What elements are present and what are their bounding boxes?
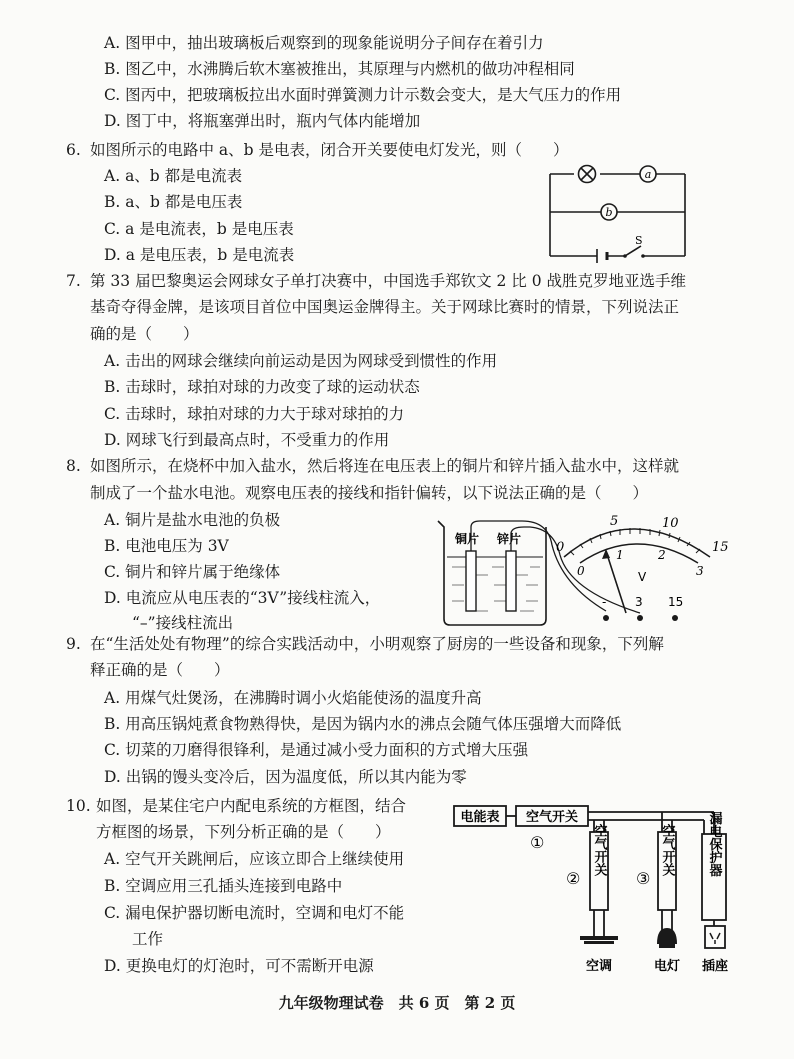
load-ac-label: 空调 [585, 959, 613, 974]
socket-icon [705, 926, 725, 948]
option-key: B. [104, 715, 121, 733]
outer-scale-15: 15 [712, 540, 729, 555]
option-key: D. [104, 589, 121, 607]
option-key: D. [104, 431, 121, 449]
terminal-3-label: 3 [635, 595, 643, 609]
q10-stem-line-2: 方框图的场景，下列分析正确的是（ ） [96, 823, 391, 841]
outer-scale-10: 10 [662, 516, 679, 531]
q8-voltmeter-figure [430, 515, 745, 630]
q10-option-c [104, 903, 404, 923]
zinc-plate-icon [506, 551, 516, 611]
q9-stem-line-2: 释正确的是（ ） [90, 661, 230, 679]
q6-option-d [104, 245, 294, 265]
q7-stem-line-2: 基奇夺得金牌，是该项目首位中国奥运金牌得主。关于网球比赛时的情景，下列说法正 [90, 298, 680, 316]
q5-option-c [104, 85, 621, 105]
option-key: D. [104, 246, 121, 264]
q8-option-a [104, 510, 280, 530]
q8-option-d [104, 588, 380, 608]
option-text: 图乙中，水沸腾后软木塞被推出，其原理与内燃机的做功冲程相同 [125, 60, 575, 78]
option-text: 网球飞行到最高点时，不受重力的作用 [125, 431, 390, 449]
branch2-switch-label: 空气开关 [591, 824, 607, 876]
inner-scale-1: 1 [616, 548, 624, 562]
mark-3-label: ③ [636, 869, 651, 888]
q8-stem-line-1: 如图所示，在烧杯中加入盐水，然后将连在电压表上的铜片和锌片插入盐水中，这样就 [90, 457, 680, 475]
option-text: 空气开关跳闸后，应该立即合上继续使用 [125, 850, 405, 868]
outer-scale-5: 5 [610, 514, 619, 529]
option-text: 击球时，球拍对球的力大于球对球拍的力 [125, 405, 405, 423]
option-key: B. [104, 378, 121, 396]
lamp-icon [579, 166, 596, 183]
mark-2-label: ② [566, 869, 581, 888]
copper-label: 铜片 [455, 532, 480, 546]
q7-option-d [104, 430, 389, 450]
option-text: 用高压锅炖煮食物熟得快，是因为锅内水的沸点会随气体压强增大而降低 [125, 715, 622, 733]
outer-scale-0: 0 [556, 540, 565, 555]
q9-option-a [104, 688, 482, 708]
q7-option-b [104, 377, 420, 397]
option-key: C. [104, 220, 121, 238]
q10-option-b [104, 876, 342, 896]
option-key: B. [104, 877, 121, 895]
mark-1-label: ① [530, 833, 545, 852]
option-text: 图丁中，将瓶塞弹出时，瓶内气体内能增加 [125, 112, 421, 130]
option-text: 电池电压为 3V [125, 537, 229, 555]
air-conditioner-icon [580, 936, 618, 944]
inner-scale-3: 3 [696, 564, 704, 578]
option-key: D. [104, 768, 121, 786]
option-key: A. [104, 850, 121, 868]
option-text: a 是电压表，b 是电流表 [125, 246, 295, 264]
inner-scale-2: 2 [658, 548, 666, 562]
q10-number: 10. [66, 797, 91, 815]
option-text: 铜片是盐水电池的负极 [125, 511, 281, 529]
q9-option-c [104, 740, 528, 760]
option-key: C. [104, 86, 121, 104]
page-footer: 九年级物理试卷 共 6 页 第 2 页 [278, 994, 516, 1012]
option-key: C. [104, 405, 121, 423]
terminal-minus-label: - [602, 595, 607, 609]
option-key: A. [104, 34, 121, 52]
q6-option-b [104, 192, 242, 212]
option-text: 空调应用三孔插头连接到电路中 [125, 877, 343, 895]
main-switch-label: 空气开关 [525, 810, 579, 825]
q6-option-c [104, 219, 294, 239]
terminal-icons [603, 615, 678, 621]
option-text: 击球时，球拍对球的力改变了球的运动状态 [125, 378, 420, 396]
option-key: D. [104, 112, 121, 130]
q7-stem-line-3: 确的是（ ） [90, 325, 199, 343]
q6-stem: 如图所示的电路中 a、b 是电表，闭合开关要使电灯发光，则（ ） [90, 141, 569, 159]
battery-icon [597, 249, 607, 263]
option-text: a、b 都是电压表 [125, 193, 243, 211]
option-key: B. [104, 60, 121, 78]
q8-stem-line-2: 制成了一个盐水电池。观察电压表的接线和指针偏转，以下说法正确的是（ ） [90, 484, 649, 502]
q10-option-d [104, 956, 374, 976]
terminal-15-label: 15 [668, 595, 684, 609]
q5-option-d [104, 111, 420, 131]
q10-option-a [104, 849, 404, 869]
q8-option-b [104, 536, 229, 556]
copper-plate-icon [466, 551, 476, 611]
option-text: 更换电灯的灯泡时，可不需断开电源 [125, 957, 374, 975]
meter-box-label: 电能表 [460, 810, 500, 825]
load-socket-label: 插座 [701, 959, 729, 974]
q10-stem-line-1: 如图，是某住宅户内配电系统的方框图，结合 [96, 797, 407, 815]
q5-option-a [104, 33, 544, 53]
q10-distribution-diagram [452, 804, 740, 974]
option-text: 电流应从电压表的“3V”接线柱流入， [125, 589, 381, 607]
switch-label: S [635, 234, 643, 247]
q9-stem-line-1: 在“生活处处有物理”的综合实践活动中，小明观察了厨房的一些设备和现象，下列解 [90, 635, 664, 653]
meter-b-icon [601, 204, 617, 220]
meter-a-label: a [644, 168, 652, 181]
zinc-label: 锌片 [497, 532, 522, 546]
option-text: a 是电流表，b 是电压表 [125, 220, 294, 238]
option-key: A. [104, 689, 121, 707]
q6-number: 6. [66, 141, 81, 159]
unit-label: V [638, 570, 647, 584]
lamp-bulb-icon [657, 928, 677, 948]
inner-scale-0: 0 [577, 564, 585, 578]
branch3-switch-label: 空气开关 [659, 824, 675, 876]
option-key: C. [104, 563, 121, 581]
option-key: A. [104, 352, 121, 370]
leak-protector-label: 漏电保护器 [706, 811, 722, 877]
q7-option-c [104, 404, 404, 424]
q8-option-c [104, 562, 280, 582]
meter-b-label: b [605, 206, 613, 219]
option-key: B. [104, 193, 121, 211]
option-text: 漏电保护器切断电流时，空调和电灯不能 [125, 904, 405, 922]
option-text: 用煤气灶煲汤，在沸腾时调小火焰能使汤的温度升高 [125, 689, 482, 707]
option-text: 切菜的刀磨得很锋利，是通过减小受力面积的方式增大压强 [125, 741, 529, 759]
option-text: 铜片和锌片属于绝缘体 [125, 563, 281, 581]
meter-a-icon [640, 166, 656, 182]
q8-number: 8. [66, 457, 81, 475]
q6-option-a [104, 166, 242, 186]
q7-stem-line-1: 第 33 届巴黎奥运会网球女子单打决赛中，中国选手郑钦文 2 比 0 战胜克罗地亚选手维 [90, 272, 687, 290]
q10-option-c-continuation: 工作 [132, 930, 164, 948]
option-text: 图甲中，抽出玻璃板后观察到的现象能说明分子间存在着引力 [125, 34, 544, 52]
option-key: A. [104, 167, 121, 185]
load-lamp-label: 电灯 [653, 959, 681, 974]
option-key: D. [104, 957, 121, 975]
q6-circuit-figure [545, 160, 690, 262]
option-key: B. [104, 537, 121, 555]
option-text: 出锅的馒头变冷后，因为温度低，所以其内能为零 [125, 768, 467, 786]
switch-icon [623, 234, 645, 258]
option-text: 图丙中，把玻璃板拉出水面时弹簧测力计示数会变大，是大气压力的作用 [125, 86, 622, 104]
q8-option-d-continuation: “–”接线柱流出 [132, 614, 234, 632]
q9-option-d [104, 767, 467, 787]
q9-number: 9. [66, 635, 81, 653]
option-text: 击出的网球会继续向前运动是因为网球受到惯性的作用 [125, 352, 498, 370]
q7-number: 7. [66, 272, 81, 290]
q9-option-b [104, 714, 621, 734]
q7-option-a [104, 351, 497, 371]
option-key: C. [104, 741, 121, 759]
option-text: a、b 都是电流表 [125, 167, 243, 185]
option-key: A. [104, 511, 121, 529]
q5-option-b [104, 59, 575, 79]
option-key: C. [104, 904, 121, 922]
